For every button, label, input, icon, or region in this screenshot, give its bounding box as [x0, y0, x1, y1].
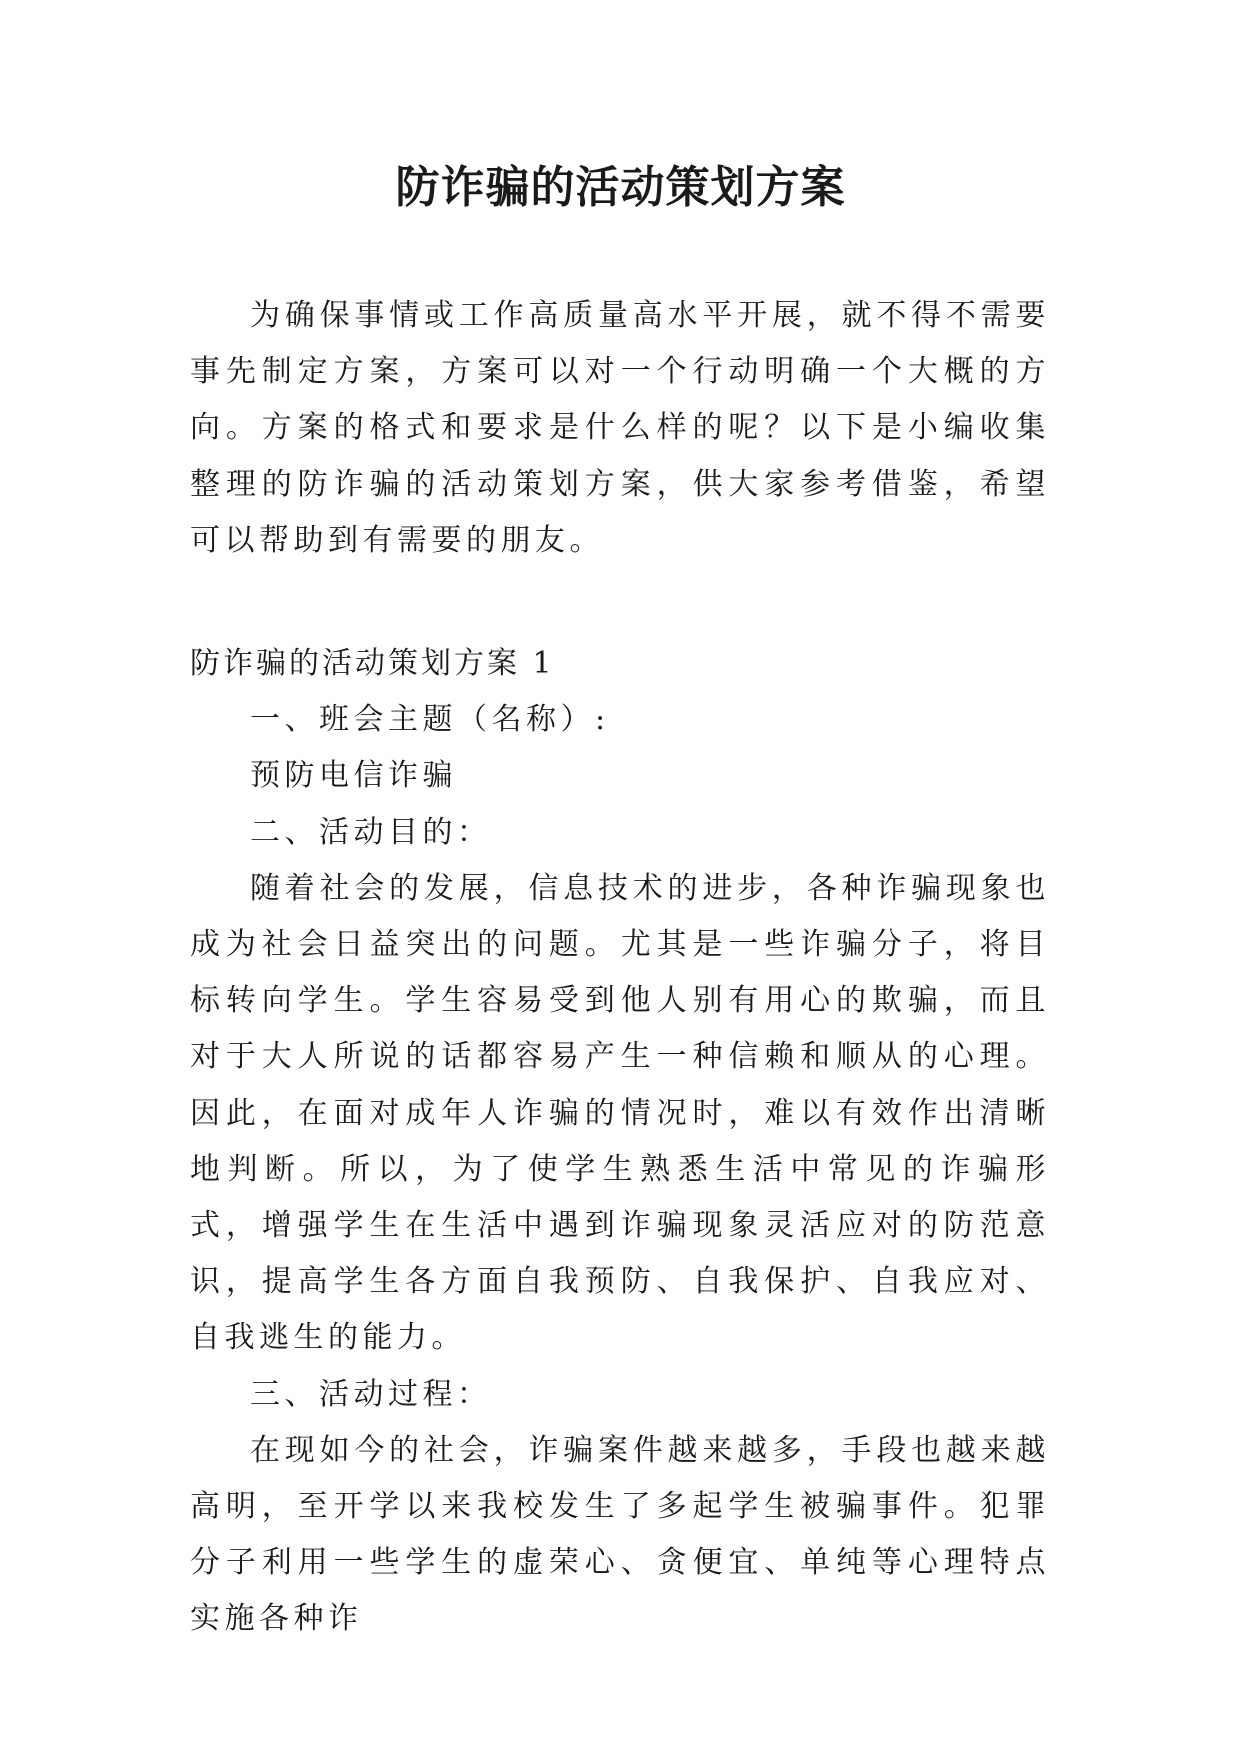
purpose-label: 二、活动目的：	[250, 814, 492, 850]
purpose-paragraph: 随着社会的发展，信息技术的进步，各种诈骗现象也成为社会日益突出的问题。尤其是一些诈骗分子，将目标转向学生。学生容易受到他人别有用心的欺骗，而且对于大人所说的话都容易产生一种信赖和顺从的心理。因此，在面对成年人诈骗的情况时，难以有效作出清晰地判断。所以，为了使学生熟悉生活中常见的诈骗形式，增强学生在生活中遇到诈骗现象灵活应对的防范意识，提高学生各方面自我预防、自我保护、自我应对、自我逃生的能力。	[190, 870, 1050, 1356]
theme-label: 一、班会主题（名称）:	[250, 702, 610, 738]
process-label: 三、活动过程：	[250, 1376, 492, 1412]
process-paragraph: 在现如今的社会，诈骗案件越来越多，手段也越来越高明，至开学以来我校发生了多起学生被骗事件。犯罪分子利用一些学生的虚荣心、贪便宜、单纯等心理特点实施各种诈	[190, 1432, 1050, 1637]
intro-paragraph: 为确保事情或工作高质量高水平开展，就不得不需要事先制定方案，方案可以对一个行动明确一个大概的方向。方案的格式和要求是什么样的呢？以下是小编收集整理的防诈骗的活动策划方案，供大家参考借鉴，希望可以帮助到有需要的朋友。	[190, 298, 1050, 558]
theme-value: 预防电信诈骗	[250, 758, 457, 794]
section-1-heading: 防诈骗的活动策划方案 1	[190, 646, 555, 681]
intro-block	[190, 288, 1050, 569]
document-title: 防诈骗的活动策划方案	[395, 162, 846, 213]
section-1	[190, 636, 1050, 1648]
